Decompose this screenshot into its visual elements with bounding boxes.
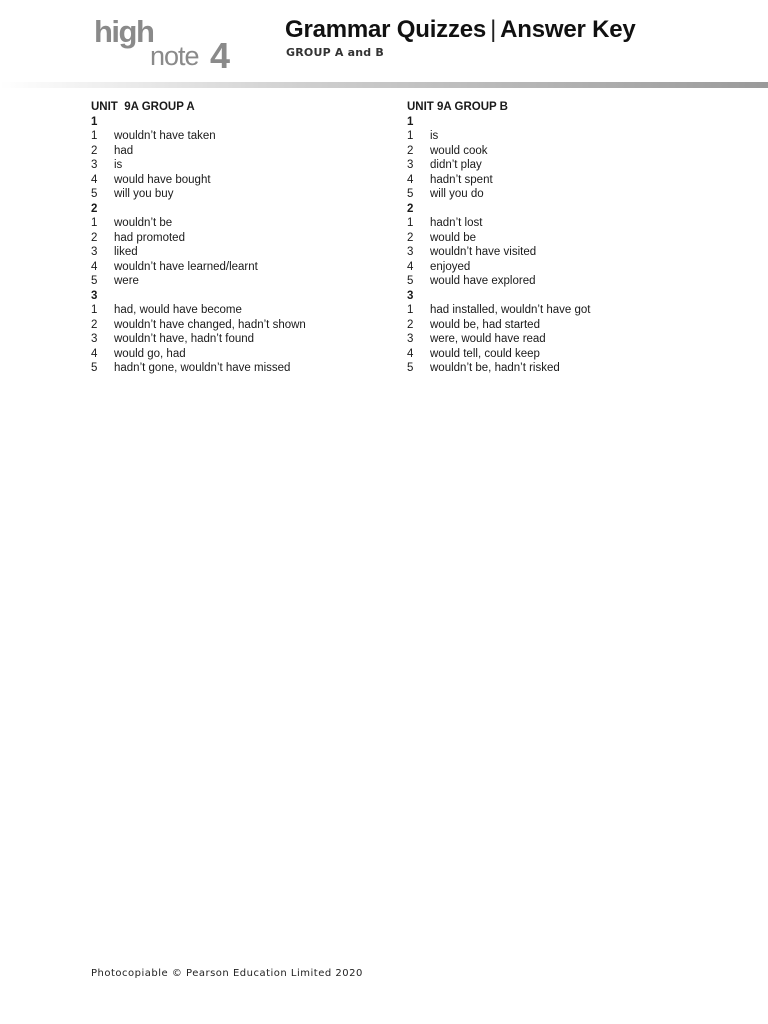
item-number: 4 (91, 260, 98, 273)
title-answer-key: Answer Key (500, 16, 636, 43)
answer-text: enjoyed (430, 260, 471, 273)
answer-row (91, 318, 391, 333)
column-heading: UNIT 9A GROUP B (407, 101, 508, 113)
item-number: 3 (407, 246, 414, 258)
header-divider-bar (0, 82, 768, 88)
item-number: 3 (407, 333, 414, 345)
item-number: 4 (407, 173, 414, 186)
answer-text: would be, had started (430, 318, 540, 331)
answer-text: is (114, 159, 123, 171)
item-number: 5 (91, 188, 98, 200)
answer-text: would tell, could keep (430, 347, 540, 360)
answer-text: were (114, 275, 139, 287)
answer-row (407, 347, 707, 362)
section-number: 1 (407, 115, 414, 128)
item-number: 2 (407, 144, 414, 157)
answer-row (407, 303, 707, 318)
item-number: 1 (91, 304, 98, 316)
answer-row (407, 260, 707, 275)
answer-row (407, 318, 707, 333)
answer-text: is (430, 130, 439, 142)
answer-row (91, 231, 391, 246)
item-number: 3 (91, 246, 98, 258)
answer-row (407, 216, 707, 231)
answer-text: liked (114, 246, 138, 258)
answer-text: wouldn’t have, hadn’t found (114, 333, 255, 345)
page-subtitle: GROUP A and B (286, 46, 384, 59)
answer-row (91, 158, 391, 173)
item-number: 3 (91, 333, 98, 345)
item-number: 5 (407, 275, 414, 287)
answer-text: wouldn’t be, hadn’t risked (430, 362, 560, 374)
answer-row (407, 245, 707, 260)
answer-row (91, 187, 391, 202)
answer-text: would cook (430, 144, 488, 157)
answer-text: wouldn’t have taken (114, 130, 216, 142)
answer-text: didn’t play (430, 159, 482, 171)
answer-text: hadn’t gone, wouldn’t have missed (114, 362, 291, 374)
answer-text: wouldn’t have changed, hadn’t shown (114, 318, 306, 331)
item-number: 2 (407, 318, 414, 331)
answer-row (407, 173, 707, 188)
item-number: 3 (91, 159, 98, 171)
answer-text: would go, had (114, 347, 186, 360)
item-number: 1 (407, 130, 414, 142)
answer-row (91, 144, 391, 159)
answer-text: would be (430, 231, 477, 244)
answer-text: had (114, 144, 134, 157)
answer-row (91, 332, 391, 347)
item-number: 5 (91, 275, 98, 287)
answer-row (407, 158, 707, 173)
high-note-4-logo (92, 16, 242, 72)
answer-row (407, 231, 707, 246)
column-heading: UNIT 9A GROUP A (91, 101, 195, 113)
title-main: Grammar Quizzes (285, 16, 487, 43)
answer-row (91, 260, 391, 275)
answer-text: had promoted (114, 231, 185, 244)
answer-text: had, would have become (114, 304, 242, 316)
answer-text: will you do (430, 188, 484, 200)
item-number: 2 (407, 231, 414, 244)
section-number: 3 (91, 289, 98, 302)
page-title (285, 16, 636, 44)
footer-copyright: Photocopiable © Pearson Education Limited 2020 (91, 968, 363, 979)
item-number: 2 (91, 318, 98, 331)
answer-text: wouldn’t be (114, 217, 173, 229)
item-number: 4 (91, 173, 98, 186)
answer-text: hadn’t lost (430, 217, 483, 229)
answer-row (407, 144, 707, 159)
answer-text: would have bought (114, 173, 211, 186)
group-b-column (407, 100, 707, 376)
answer-row (407, 187, 707, 202)
answer-row (91, 274, 391, 289)
answer-row (91, 347, 391, 362)
item-number: 1 (407, 304, 414, 316)
item-number: 1 (91, 217, 98, 229)
answer-text: will you buy (114, 188, 174, 200)
item-number: 1 (91, 130, 98, 142)
answer-text: were, would have read (430, 333, 546, 345)
answer-row (91, 216, 391, 231)
answer-row (91, 303, 391, 318)
section-number: 2 (407, 202, 414, 215)
answer-text: would have explored (430, 275, 536, 287)
answer-text: wouldn’t have learned/learnt (114, 260, 258, 273)
answer-row (91, 361, 391, 376)
item-number: 4 (91, 347, 98, 360)
svg-text:note: note (150, 41, 199, 71)
answer-row (91, 129, 391, 144)
answer-row (407, 274, 707, 289)
title-separator: | (490, 16, 497, 43)
answer-text: had installed, wouldn’t have got (430, 304, 591, 316)
item-number: 4 (407, 260, 414, 273)
section-number: 2 (91, 202, 98, 215)
answer-row (91, 173, 391, 188)
answer-text: hadn’t spent (430, 173, 493, 186)
item-number: 4 (407, 347, 414, 360)
answer-row (91, 245, 391, 260)
answer-text: wouldn’t have visited (430, 246, 537, 258)
item-number: 5 (407, 362, 414, 374)
section-number: 3 (407, 289, 414, 302)
svg-text:4: 4 (210, 35, 231, 72)
answer-row (407, 361, 707, 376)
item-number: 2 (91, 144, 98, 157)
answer-row (407, 332, 707, 347)
answer-row (407, 129, 707, 144)
item-number: 3 (407, 159, 414, 171)
item-number: 2 (91, 231, 98, 244)
svg-text:high: high (94, 16, 154, 49)
item-number: 1 (407, 217, 414, 229)
item-number: 5 (91, 362, 98, 374)
group-a-column (91, 100, 391, 376)
section-number: 1 (91, 115, 98, 128)
item-number: 5 (407, 188, 414, 200)
